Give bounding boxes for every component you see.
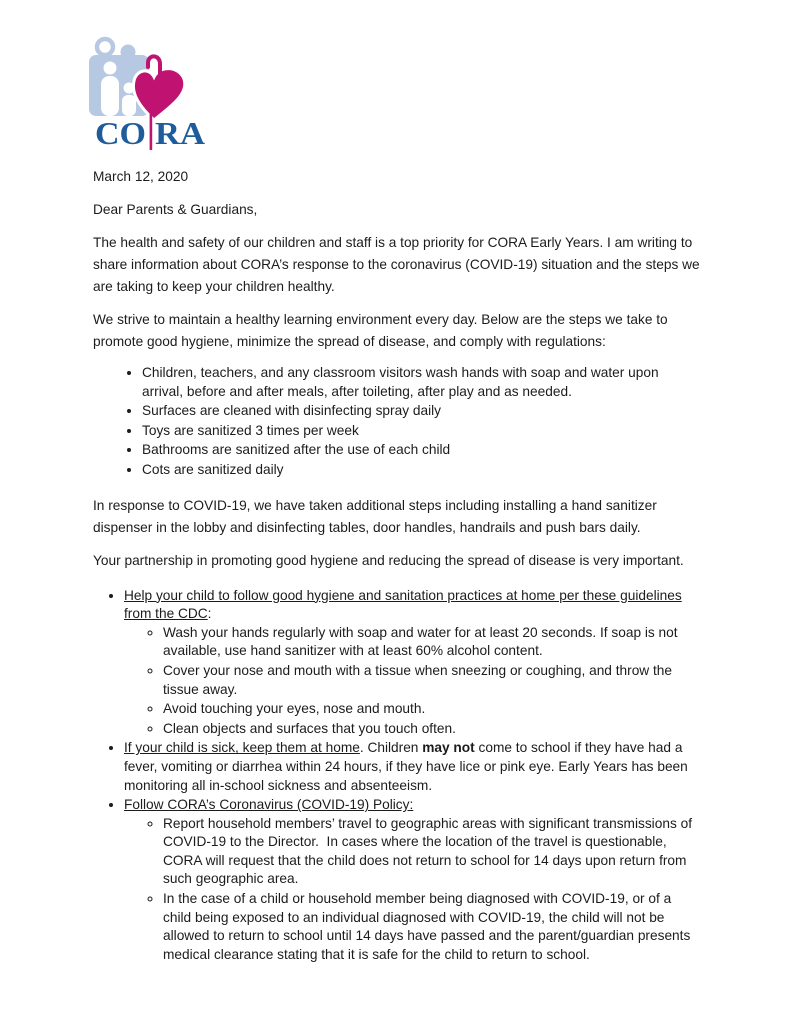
list-item: ◦ Clean objects and surfaces that you touch often. [163,720,701,739]
cdc-subitems-list [124,624,701,739]
guideline-cdc-heading: Help your child to follow good hygiene and sanitation practices at home per these guidelines from the CDC [124,587,682,622]
guideline-sick-bold: may not [422,740,475,756]
daily-steps-list [93,364,701,480]
cora-logo [84,36,209,150]
partnership-paragraph: Your partnership in promoting good hygiene and reducing the spread of disease is very important. [93,552,684,568]
covid-response-paragraph: In response to COVID-19, we have taken additional steps including installing a hand sanitizer dispenser in the lobby and disinfecting tables, door handles, handrails and push bars daily. [93,497,657,535]
list-item: • Bathrooms are sanitized after the use of each child [142,441,701,460]
list-item: • Surfaces are cleaned with disinfecting spray daily [142,402,701,421]
logo-text-co: CO [95,115,146,150]
list-item: • Cots are sanitized daily [142,461,701,480]
guideline-sick-rest: come to school if they have had a fever, vomiting or diarrhea within 24 hours, if they have lice or pink eye. Early Years has been monitoring all in-school sickness and absenteeism. [124,740,688,793]
list-item: • Children, teachers, and any classroom visitors wash hands with soap and water upon arrival, before and after meals, after toileting, after play and as needed. [142,364,701,401]
list-item: ◦ Report household members’ travel to geographic areas with significant transmissions of COVID-19 to the Director. In cases where the location of the travel is questionable, CORA will request that the child does not return to school for 14 days upon return from such geographic area. [163,815,701,889]
list-item: ◦ In the case of a child or household member being diagnosed with COVID-19, or of a child being exposed to an individual diagnosed with COVID-19, the child will not be allowed to return to school until 14 days have passed and the parent/guardian presents medical clearance stating that it is safe for the child to return to school. [163,890,701,964]
list-item: ◦ Wash your hands regularly with soap and water for at least 20 seconds. If soap is not available, use hand sanitizer with at least 60% alcohol content. [163,624,701,661]
list-item: ◦ Avoid touching your eyes, nose and mouth. [163,700,701,719]
cora-logo-graphic [84,36,209,150]
intro-paragraph: The health and safety of our children and staff is a top priority for CORA Early Years. I am writing to share information about CORA’s response to the coronavirus (COVID-19) situation and the steps we are taking to keep your children healthy. [93,235,700,294]
guideline-sick-mid: . Children [359,740,423,756]
logo-wordmark [95,112,205,150]
policy-subitems-list [124,815,701,965]
guideline-policy-heading: Follow CORA’s Coronavirus (COVID-19) Policy: [124,797,414,813]
logo-text-ra: RA [155,115,205,150]
list-item: • Toys are sanitized 3 times per week [142,422,701,441]
salutation: Dear Parents & Guardians, [93,202,258,217]
hygiene-steps-intro: We strive to maintain a healthy learning environment every day. Below are the steps we take to promote good hygiene, minimize the spread of disease, and comply with regulations: [93,312,668,349]
guideline-item-sick [124,739,701,795]
list-item: ◦ Cover your nose and mouth with a tissue when sneezing or coughing, and throw the tissue away. [163,662,701,699]
letter-date: March 12, 2020 [93,169,189,184]
letter-body [93,166,701,965]
guideline-item-cdc [124,587,701,739]
guideline-sick-heading: If your child is sick, keep them at home [124,740,360,756]
guideline-item-policy [124,796,701,964]
guideline-cdc-colon: : [207,606,212,622]
logo-divider-line [150,112,153,150]
parent-guidelines-list [93,587,701,965]
